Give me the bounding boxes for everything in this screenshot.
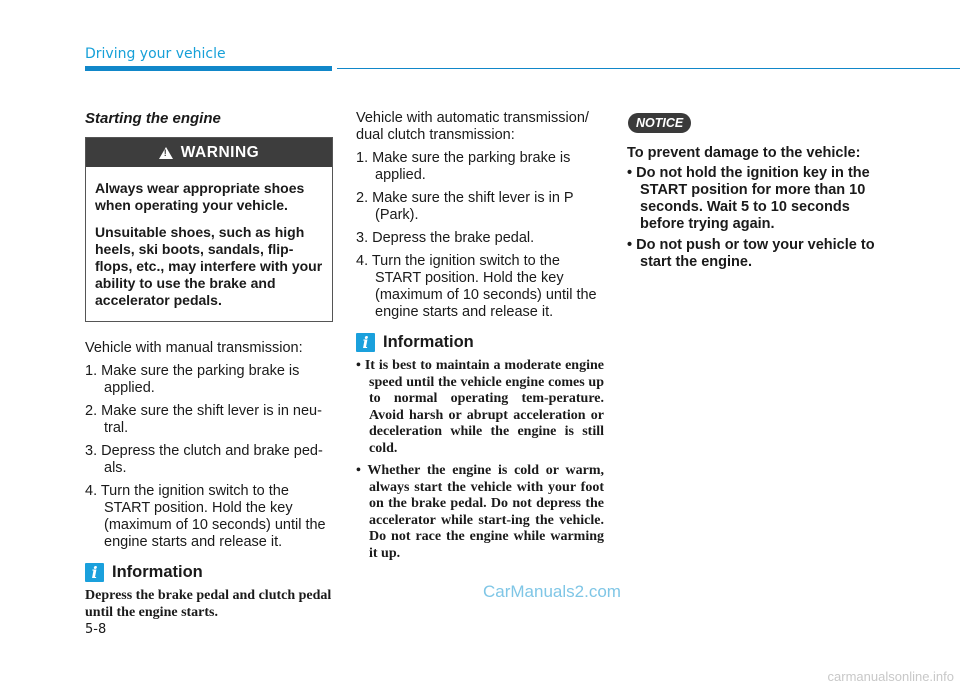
info-heading bbox=[85, 563, 333, 582]
column-left bbox=[85, 110, 333, 621]
notice-badge: NOTICE bbox=[628, 113, 691, 133]
warning-label: WARNING bbox=[180, 143, 260, 161]
step-item: 3. Depress the brake pedal. bbox=[356, 230, 535, 246]
notice-bullet: • Do not hold the ignition key in the START position for more than 10 seconds. Wait 5 to 10 seconds before trying again. bbox=[627, 165, 870, 232]
info-icon: i bbox=[356, 333, 375, 352]
notice-title: To prevent damage to the vehicle: bbox=[627, 145, 861, 161]
manual-transmission-intro: Vehicle with manual transmission: bbox=[85, 340, 303, 356]
info-heading bbox=[356, 333, 604, 352]
notice-bullet-list bbox=[627, 165, 885, 271]
info-bullet-list bbox=[356, 358, 604, 562]
section-heading: Starting the engine bbox=[85, 110, 221, 127]
manual-steps-list bbox=[85, 363, 333, 551]
info-title: Information bbox=[112, 563, 203, 581]
step-item: 4. Turn the ignition switch to the START position. Hold the key (maximum of 10 seconds) until the engine starts and release it. bbox=[85, 483, 326, 550]
automatic-transmission-intro: Vehicle with automatic transmission/ dual clutch transmission: bbox=[356, 110, 589, 143]
info-bullet: • Whether the engine is cold or warm, always start the vehicle with your foot on the brake pedal. Do not depress the accelerator while start-ing the vehicle. Do not race the engine while warming it up. bbox=[356, 463, 604, 561]
info-bullet: • It is best to maintain a moderate engine speed until the vehicle engine comes up to normal operating tem-perature. Avoid harsh or abrupt acceleration or deceleration while the engine is still cold. bbox=[356, 358, 604, 456]
watermark-link[interactable]: CarManuals2.com bbox=[483, 582, 621, 601]
warning-triangle-icon bbox=[159, 147, 173, 159]
warning-paragraph-2: Unsuitable shoes, such as high heels, ski boots, sandals, flip-flops, etc., may interfere with your ability to use the brake and accelerator pedals. bbox=[95, 224, 323, 308]
step-item: 1. Make sure the parking brake is applied. bbox=[85, 363, 300, 396]
step-item: 3. Depress the clutch and brake ped-als. bbox=[85, 443, 323, 476]
watermark-corner: carmanualsonline.info bbox=[827, 669, 954, 684]
info-text: Depress the brake pedal and clutch pedal until the engine starts. bbox=[85, 588, 332, 620]
warning-paragraph-1: Always wear appropriate shoes when operating your vehicle. bbox=[95, 180, 305, 213]
header-rule-thin bbox=[337, 68, 960, 69]
step-item: 1. Make sure the parking brake is applied. bbox=[356, 150, 571, 183]
section-title: Driving your vehicle bbox=[85, 46, 226, 62]
info-title: Information bbox=[383, 333, 474, 351]
notice-bullet: • Do not push or tow your vehicle to start the engine. bbox=[627, 237, 875, 270]
header-rule-thick bbox=[85, 66, 332, 71]
warning-body bbox=[86, 167, 332, 321]
step-item: 4. Turn the ignition switch to the START position. Hold the key (maximum of 10 seconds) until the engine starts and release it. bbox=[356, 253, 597, 320]
step-item: 2. Make sure the shift lever is in neu-tral. bbox=[85, 403, 322, 436]
info-icon: i bbox=[85, 563, 104, 582]
step-item: 2. Make sure the shift lever is in P (Park). bbox=[356, 190, 574, 223]
warning-header bbox=[86, 138, 332, 167]
warning-box bbox=[85, 137, 333, 322]
page-number: 5-8 bbox=[85, 622, 107, 637]
automatic-steps-list bbox=[356, 150, 604, 321]
column-right bbox=[627, 110, 885, 275]
column-middle bbox=[356, 110, 604, 568]
